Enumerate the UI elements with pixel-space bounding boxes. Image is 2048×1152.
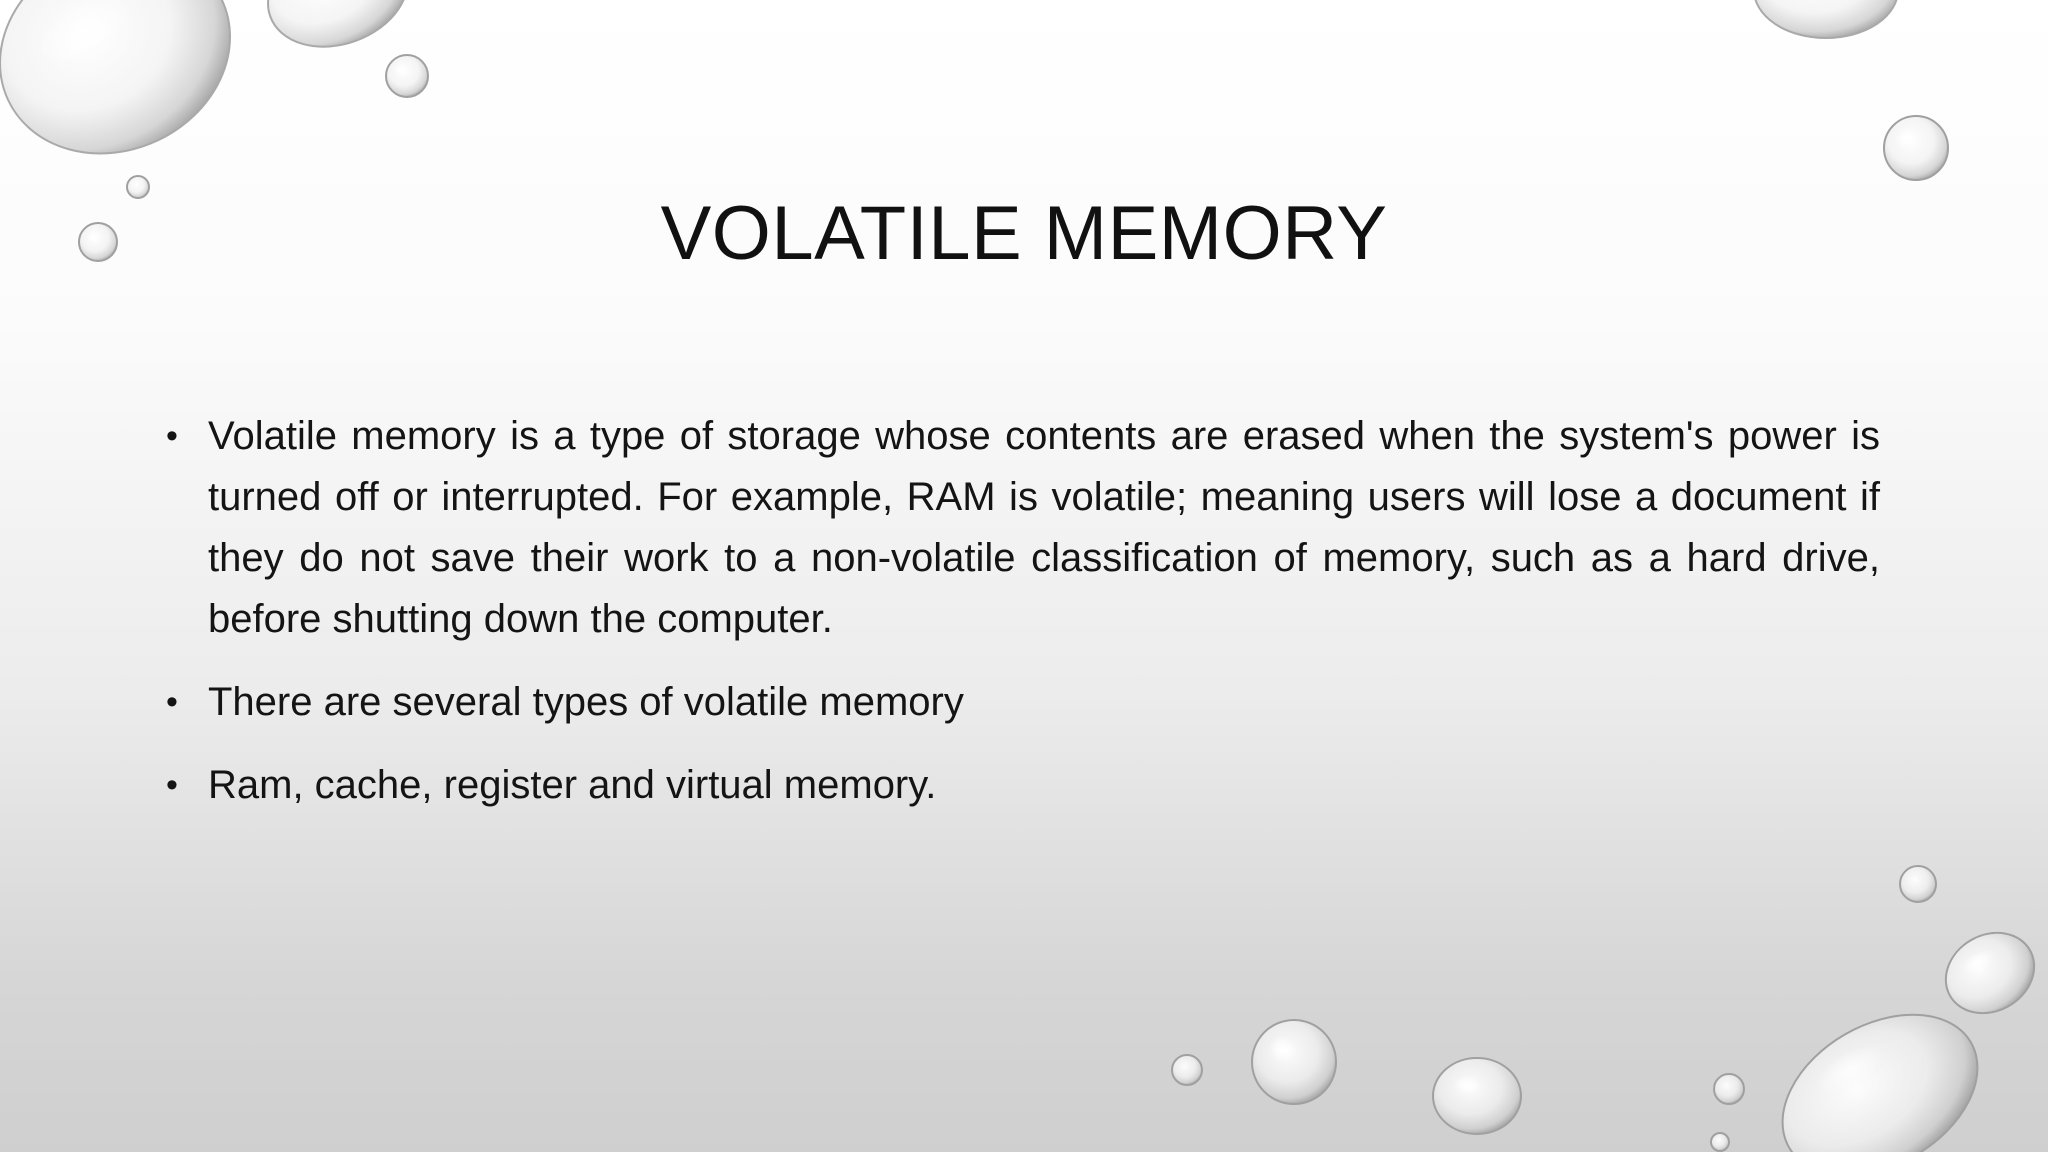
bullet-dot-icon: •	[166, 417, 178, 455]
water-droplet-icon	[1900, 866, 1936, 902]
bullet-item	[160, 406, 1880, 650]
water-droplet-icon	[386, 55, 428, 97]
bullet-item	[160, 755, 1880, 816]
bullet-text: There are several types of volatile memory	[208, 680, 964, 724]
bullet-dot-icon: •	[166, 766, 178, 804]
bullet-list	[160, 406, 1880, 838]
water-droplet-icon	[1931, 917, 2048, 1029]
water-droplet-icon	[1172, 1055, 1202, 1085]
bullet-text: Volatile memory is a type of storage whose contents are erased when the system's power is turned off or interrupted. For example, RAM is volatile; meaning users will lose a document if they do not save their work to a non-volatile classification of memory, such as a hard drive, before shutting down the computer.	[208, 414, 1880, 641]
bullet-item	[160, 672, 1880, 733]
bullet-dot-icon: •	[166, 683, 178, 721]
water-droplet-icon	[253, 0, 424, 65]
water-droplet-icon	[0, 0, 264, 190]
water-droplet-icon	[1754, 0, 1898, 38]
slide-title: VOLATILE MEMORY	[660, 191, 1388, 276]
bullet-text: Ram, cache, register and virtual memory.	[208, 763, 937, 807]
water-droplet-icon	[1433, 1058, 1521, 1134]
water-droplet-icon	[1714, 1074, 1744, 1104]
water-droplet-icon	[1884, 116, 1948, 180]
water-droplet-icon	[1711, 1133, 1729, 1151]
water-droplet-icon	[1252, 1020, 1336, 1104]
